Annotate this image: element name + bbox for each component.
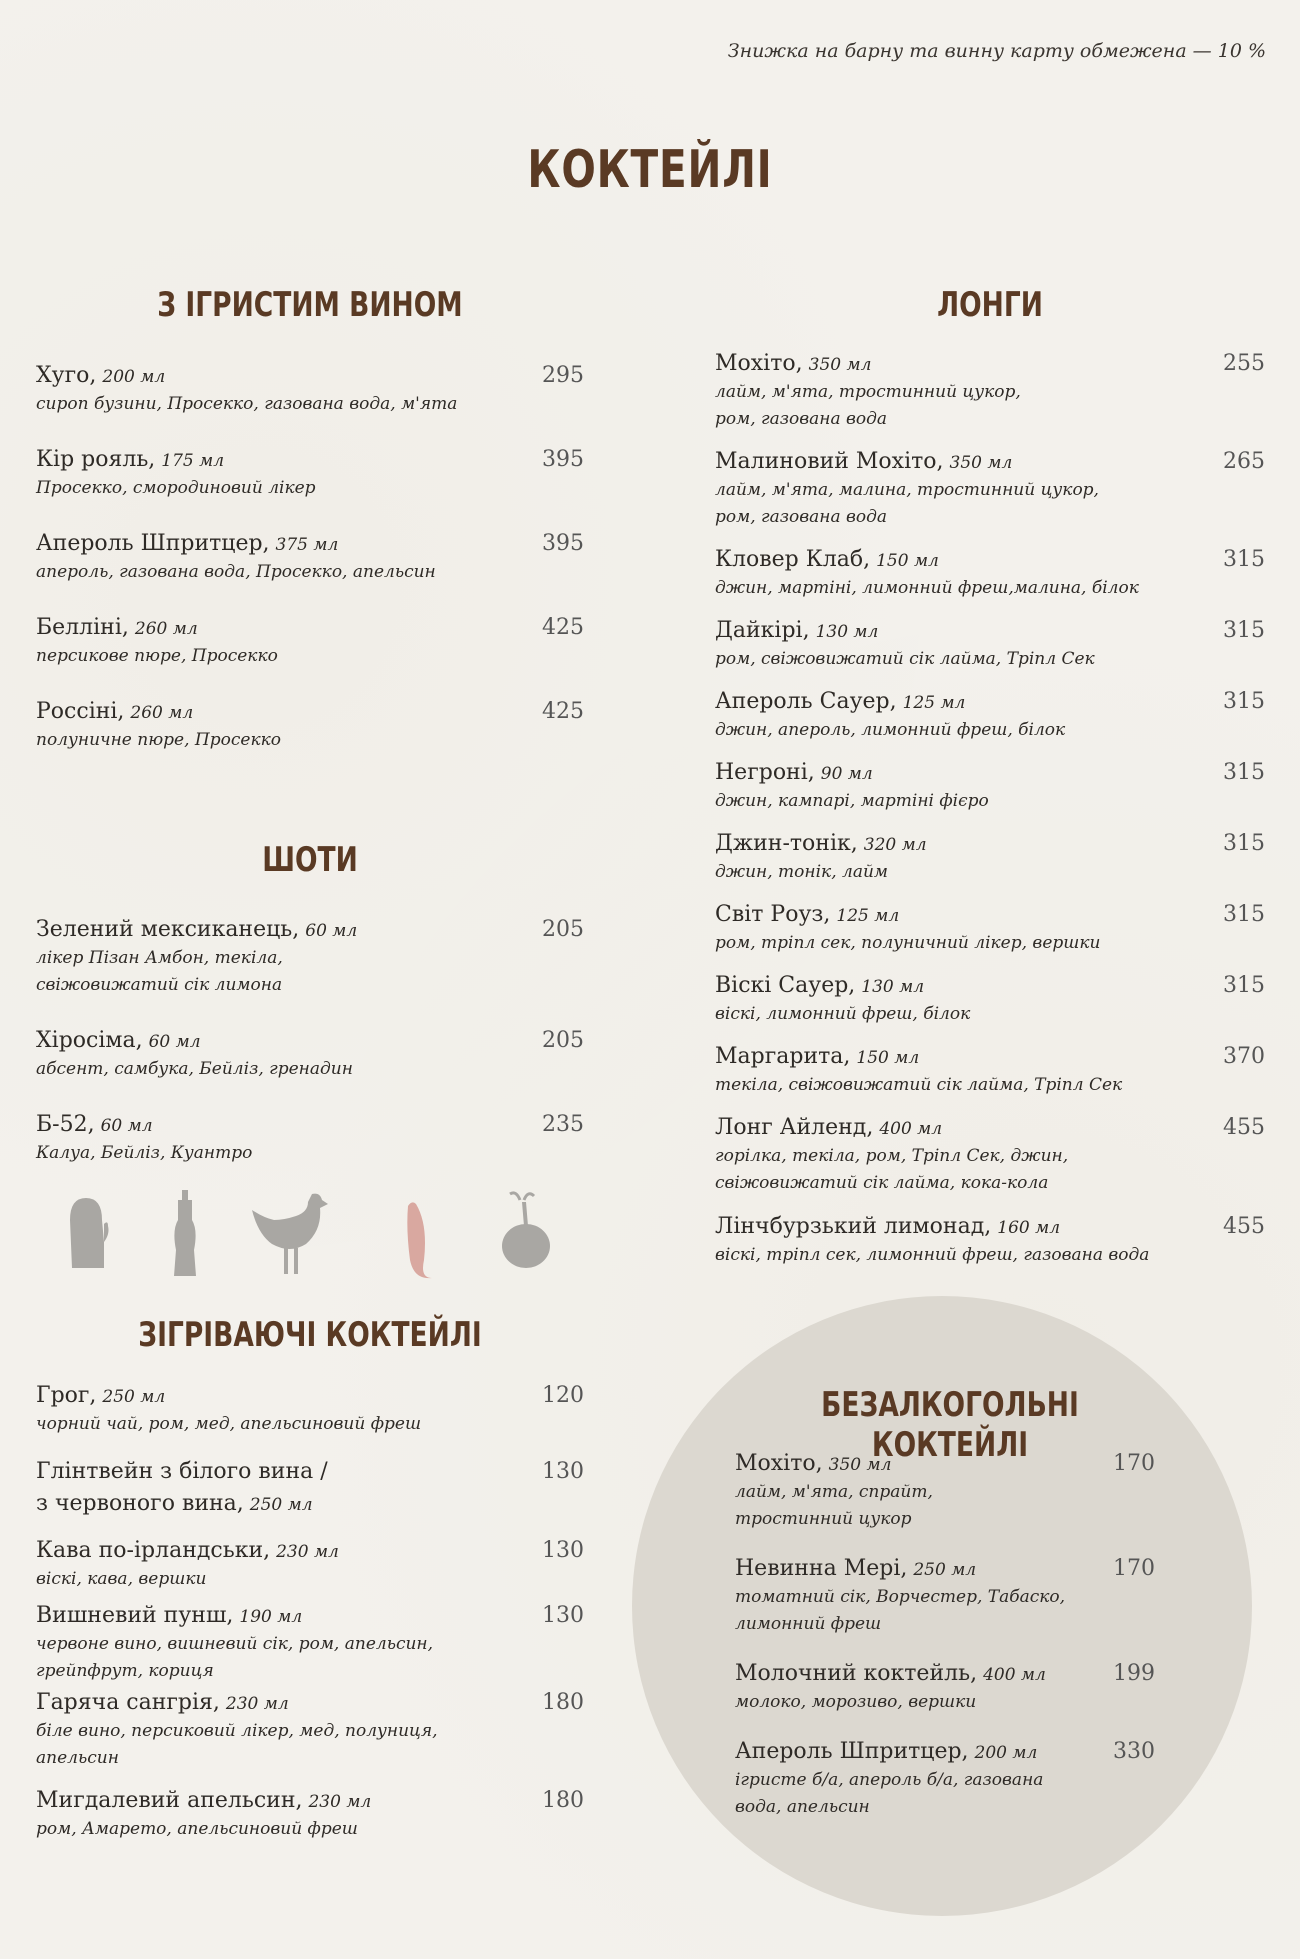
item-name: Молочний коктейль, xyxy=(735,1661,978,1686)
menu-item xyxy=(36,1602,584,1685)
item-name: Б-52, xyxy=(36,1112,95,1137)
item-name: Глінтвейн з білого вина / xyxy=(36,1459,328,1484)
item-price: 425 xyxy=(542,615,584,640)
item-name: Грог, xyxy=(36,1383,97,1408)
item-description: лимонний фреш xyxy=(735,1614,882,1634)
item-name-line xyxy=(36,1111,584,1140)
item-price: 315 xyxy=(1223,760,1265,785)
section-title-warming: ЗІГРІВАЮЧІ КОКТЕЙЛІ xyxy=(138,1315,482,1355)
item-description: персикове пюре, Просекко xyxy=(36,646,278,666)
item-price: 255 xyxy=(1223,351,1265,376)
item-description: лікер Пізан Амбон, текіла, xyxy=(36,948,283,968)
menu-item xyxy=(36,614,584,670)
item-price: 130 xyxy=(542,1603,584,1628)
item-price: 130 xyxy=(542,1459,584,1484)
item-name-line xyxy=(715,830,1265,859)
item-price: 170 xyxy=(1113,1556,1155,1581)
item-name-line xyxy=(36,530,584,559)
item-price: 120 xyxy=(542,1383,584,1408)
item-volume: 160 мл xyxy=(997,1218,1061,1238)
item-price: 395 xyxy=(542,447,584,472)
item-volume: 150 мл xyxy=(856,1048,920,1068)
item-description: ром, газована вода xyxy=(715,507,888,527)
item-description: червоне вино, вишневий сік, ром, апельсин, xyxy=(36,1634,434,1654)
item-name-line xyxy=(36,446,584,475)
chili-pepper-icon xyxy=(398,1200,434,1280)
item-volume: 130 мл xyxy=(815,622,879,642)
item-name-line xyxy=(36,1490,584,1519)
item-name: Дайкірі, xyxy=(715,618,810,643)
item-description: сироп бузини, Просекко, газована вода, м'ята xyxy=(36,394,458,414)
item-description: горілка, текіла, ром, Тріпл Сек, джин, xyxy=(715,1146,1069,1166)
item-name: Кловер Клаб, xyxy=(715,547,871,572)
item-price: 315 xyxy=(1223,547,1265,572)
section-title-nonalcoholic: БЕЗАЛКОГОЛЬНІ КОКТЕЙЛІ xyxy=(821,1385,1079,1465)
menu-item xyxy=(36,1382,584,1438)
item-name-line xyxy=(715,350,1265,379)
item-description: біле вино, персиковий лікер, мед, полуниця, xyxy=(36,1721,438,1741)
item-description: вода, апельсин xyxy=(735,1797,870,1817)
item-name: Джин-тонік, xyxy=(715,831,858,856)
item-name-line xyxy=(36,1689,584,1718)
item-volume: 350 мл xyxy=(828,1455,892,1475)
item-name-line xyxy=(735,1555,1155,1584)
item-volume: 400 мл xyxy=(879,1119,943,1139)
menu-item xyxy=(36,1458,584,1486)
item-name-line xyxy=(715,972,1265,1001)
menu-item xyxy=(715,688,1265,744)
item-volume: 260 мл xyxy=(130,703,194,723)
item-volume: 190 мл xyxy=(239,1607,303,1627)
item-description: віскі, кава, вершки xyxy=(36,1569,207,1589)
item-name-line xyxy=(715,617,1265,646)
item-name-line xyxy=(715,448,1265,477)
menu-item xyxy=(715,617,1265,673)
item-name-line xyxy=(735,1660,1155,1689)
item-volume: 150 мл xyxy=(876,551,939,571)
pepper-mill-icon xyxy=(170,1190,200,1278)
section-title-sparkling: З ІГРИСТИМ ВИНОМ xyxy=(157,285,463,325)
menu-item xyxy=(715,546,1265,602)
item-name: Негроні, xyxy=(715,760,815,785)
discount-note: Знижка на барну та винну карту обмежена — 10 % xyxy=(727,40,1266,62)
item-description: ром, свіжовижатий сік лайма, Тріпл Сек xyxy=(715,649,1095,669)
item-name-line xyxy=(36,614,584,643)
menu-item xyxy=(36,530,584,586)
item-name-line xyxy=(36,1458,584,1486)
item-name: з червоного вина, xyxy=(36,1491,244,1516)
decor-icons xyxy=(60,1190,580,1280)
item-name-line xyxy=(36,1382,584,1411)
item-name-line xyxy=(36,1027,584,1056)
item-volume: 175 мл xyxy=(161,451,225,471)
item-price: 455 xyxy=(1223,1214,1265,1239)
rooster-icon xyxy=(250,1190,332,1278)
item-name: Кір рояль, xyxy=(36,447,156,472)
item-volume: 250 мл xyxy=(249,1495,313,1515)
menu-item xyxy=(715,1114,1265,1197)
item-name-line xyxy=(715,546,1265,575)
item-name: Віскі Сауер, xyxy=(715,973,856,998)
item-name: Апероль Шпритцер, xyxy=(36,531,270,556)
item-name-line xyxy=(36,1537,584,1566)
item-description: джин, апероль, лимонний фреш, білок xyxy=(715,720,1066,740)
item-name-line xyxy=(36,916,584,945)
item-description: свіжовижатий сік лайма, кока-кола xyxy=(715,1173,1049,1193)
item-volume: 200 мл xyxy=(102,367,166,387)
item-description: віскі, тріпл сек, лимонний фреш, газована вода xyxy=(715,1245,1150,1265)
menu-item xyxy=(715,448,1265,531)
item-price: 170 xyxy=(1113,1451,1155,1476)
item-volume: 125 мл xyxy=(902,693,966,713)
item-description: джин, тонік, лайм xyxy=(715,862,889,882)
item-price: 235 xyxy=(542,1112,584,1137)
item-volume: 130 мл xyxy=(861,977,925,997)
page-title: КОКТЕЙЛІ xyxy=(527,140,773,200)
item-name: Гаряча сангрія, xyxy=(36,1690,220,1715)
item-name: Лонг Айленд, xyxy=(715,1115,874,1140)
item-name-line xyxy=(715,759,1265,788)
item-volume: 320 мл xyxy=(863,835,927,855)
item-price: 315 xyxy=(1223,689,1265,714)
item-name: Маргарита, xyxy=(715,1044,851,1069)
item-price: 130 xyxy=(542,1538,584,1563)
item-name-line xyxy=(36,1602,584,1631)
menu-item xyxy=(36,1027,584,1083)
item-name: Мохіто, xyxy=(715,351,803,376)
item-description: Калуа, Бейліз, Куантро xyxy=(36,1143,253,1163)
item-name: Мигдалевий апельсин, xyxy=(36,1788,303,1813)
menu-item xyxy=(36,698,584,754)
item-description: Просекко, смородиновий лікер xyxy=(36,478,316,498)
item-name-line xyxy=(36,1787,584,1816)
item-volume: 60 мл xyxy=(100,1116,153,1136)
item-price: 295 xyxy=(542,363,584,388)
item-price: 315 xyxy=(1223,973,1265,998)
menu-item xyxy=(735,1660,1155,1716)
item-description: лайм, м'ята, тростинний цукор, xyxy=(715,382,1021,402)
item-name: Россіні, xyxy=(36,699,125,724)
item-name: Апероль Шпритцер, xyxy=(735,1739,969,1764)
item-price: 205 xyxy=(542,1028,584,1053)
item-name-line xyxy=(715,1114,1265,1143)
item-name-line xyxy=(715,901,1265,930)
item-volume: 90 мл xyxy=(820,764,873,784)
section-title-shots: ШОТИ xyxy=(262,840,358,880)
oven-mitt-icon xyxy=(64,1190,110,1272)
item-description: чорний чай, ром, мед, апельсиновий фреш xyxy=(36,1414,422,1434)
item-description: лайм, м'ята, малина, тростинний цукор, xyxy=(715,480,1099,500)
item-description: текіла, свіжовижатий сік лайма, Тріпл Сек xyxy=(715,1075,1123,1095)
item-volume: 200 мл xyxy=(974,1743,1038,1763)
menu-item xyxy=(36,1787,584,1843)
item-name: Малиновий Мохіто, xyxy=(715,449,944,474)
menu-item xyxy=(735,1738,1155,1821)
item-description: віскі, лимонний фреш, білок xyxy=(715,1004,971,1024)
item-name: Хуго, xyxy=(36,363,97,388)
item-name: Світ Роуз, xyxy=(715,902,831,927)
item-name: Невинна Мері, xyxy=(735,1556,908,1581)
item-price: 180 xyxy=(542,1788,584,1813)
item-description: джин, мартіні, лимонний фреш,малина, білок xyxy=(715,578,1139,598)
item-name-line xyxy=(36,698,584,727)
item-name: Белліні, xyxy=(36,615,129,640)
menu-item xyxy=(715,1043,1265,1099)
item-price: 370 xyxy=(1223,1044,1265,1069)
item-description: апероль, газована вода, Просекко, апельсин xyxy=(36,562,436,582)
menu-item xyxy=(36,916,584,999)
item-description: лайм, м'ята, спрайт, xyxy=(735,1482,933,1502)
item-volume: 125 мл xyxy=(836,906,900,926)
menu-item xyxy=(36,1689,584,1772)
item-name-line xyxy=(735,1450,1155,1479)
item-description: ром, Амарето, апельсиновий фреш xyxy=(36,1819,358,1839)
item-price: 425 xyxy=(542,699,584,724)
menu-item xyxy=(36,362,584,418)
item-price: 315 xyxy=(1223,618,1265,643)
item-price: 455 xyxy=(1223,1115,1265,1140)
menu-item xyxy=(36,1490,584,1519)
garlic-icon xyxy=(490,1190,556,1272)
item-volume: 60 мл xyxy=(305,921,358,941)
menu-item xyxy=(715,830,1265,886)
menu-item xyxy=(715,1213,1265,1269)
item-price: 199 xyxy=(1113,1661,1155,1686)
item-description: апельсин xyxy=(36,1748,119,1768)
item-volume: 250 мл xyxy=(913,1560,977,1580)
section-title-longs: ЛОНГИ xyxy=(937,285,1043,325)
item-volume: 260 мл xyxy=(134,619,198,639)
item-name: Апероль Сауер, xyxy=(715,689,897,714)
item-description: томатний сік, Ворчестер, Табаско, xyxy=(735,1587,1066,1607)
item-volume: 230 мл xyxy=(308,1792,372,1812)
item-name-line xyxy=(36,362,584,391)
item-name: Лінчбурзький лимонад, xyxy=(715,1214,992,1239)
item-price: 180 xyxy=(542,1690,584,1715)
item-description: тростинний цукор xyxy=(735,1509,912,1529)
menu-item xyxy=(715,350,1265,433)
item-volume: 230 мл xyxy=(225,1694,289,1714)
item-price: 315 xyxy=(1223,902,1265,927)
item-volume: 250 мл xyxy=(102,1387,166,1407)
item-name: Зелений мексиканець, xyxy=(36,917,300,942)
menu-item xyxy=(715,972,1265,1028)
menu-item xyxy=(36,1111,584,1167)
item-volume: 350 мл xyxy=(808,355,872,375)
item-description: грейпфрут, кориця xyxy=(36,1661,214,1681)
menu-item xyxy=(36,446,584,502)
menu-item xyxy=(735,1450,1155,1533)
menu-item xyxy=(36,1537,584,1593)
item-volume: 60 мл xyxy=(148,1032,201,1052)
item-name: Кава по-ірландськи, xyxy=(36,1538,271,1563)
item-name-line xyxy=(715,1213,1265,1242)
item-description: свіжовижатий сік лимона xyxy=(36,975,283,995)
item-volume: 400 мл xyxy=(983,1665,1046,1685)
menu-item xyxy=(715,901,1265,957)
item-name-line xyxy=(735,1738,1155,1767)
item-price: 315 xyxy=(1223,831,1265,856)
item-volume: 375 мл xyxy=(275,535,339,555)
item-price: 265 xyxy=(1223,449,1265,474)
item-name: Мохіто, xyxy=(735,1451,823,1476)
item-price: 395 xyxy=(542,531,584,556)
item-description: молоко, морозиво, вершки xyxy=(735,1692,977,1712)
item-price: 330 xyxy=(1113,1739,1155,1764)
item-description: полуничне пюре, Просекко xyxy=(36,730,281,750)
item-price: 205 xyxy=(542,917,584,942)
item-volume: 230 мл xyxy=(276,1542,339,1562)
item-description: ром, тріпл сек, полуничний лікер, вершки xyxy=(715,933,1101,953)
item-name: Хіросіма, xyxy=(36,1028,143,1053)
item-description: ігристе б/а, апероль б/а, газована xyxy=(735,1770,1044,1790)
item-name: Вишневий пунш, xyxy=(36,1603,234,1628)
item-description: джин, кампарі, мартіні фієро xyxy=(715,791,989,811)
item-description: абсент, самбука, Бейліз, гренадин xyxy=(36,1059,353,1079)
item-name-line xyxy=(715,1043,1265,1072)
item-description: ром, газована вода xyxy=(715,409,888,429)
menu-item xyxy=(715,759,1265,815)
item-name-line xyxy=(715,688,1265,717)
menu-item xyxy=(735,1555,1155,1638)
item-volume: 350 мл xyxy=(949,453,1013,473)
